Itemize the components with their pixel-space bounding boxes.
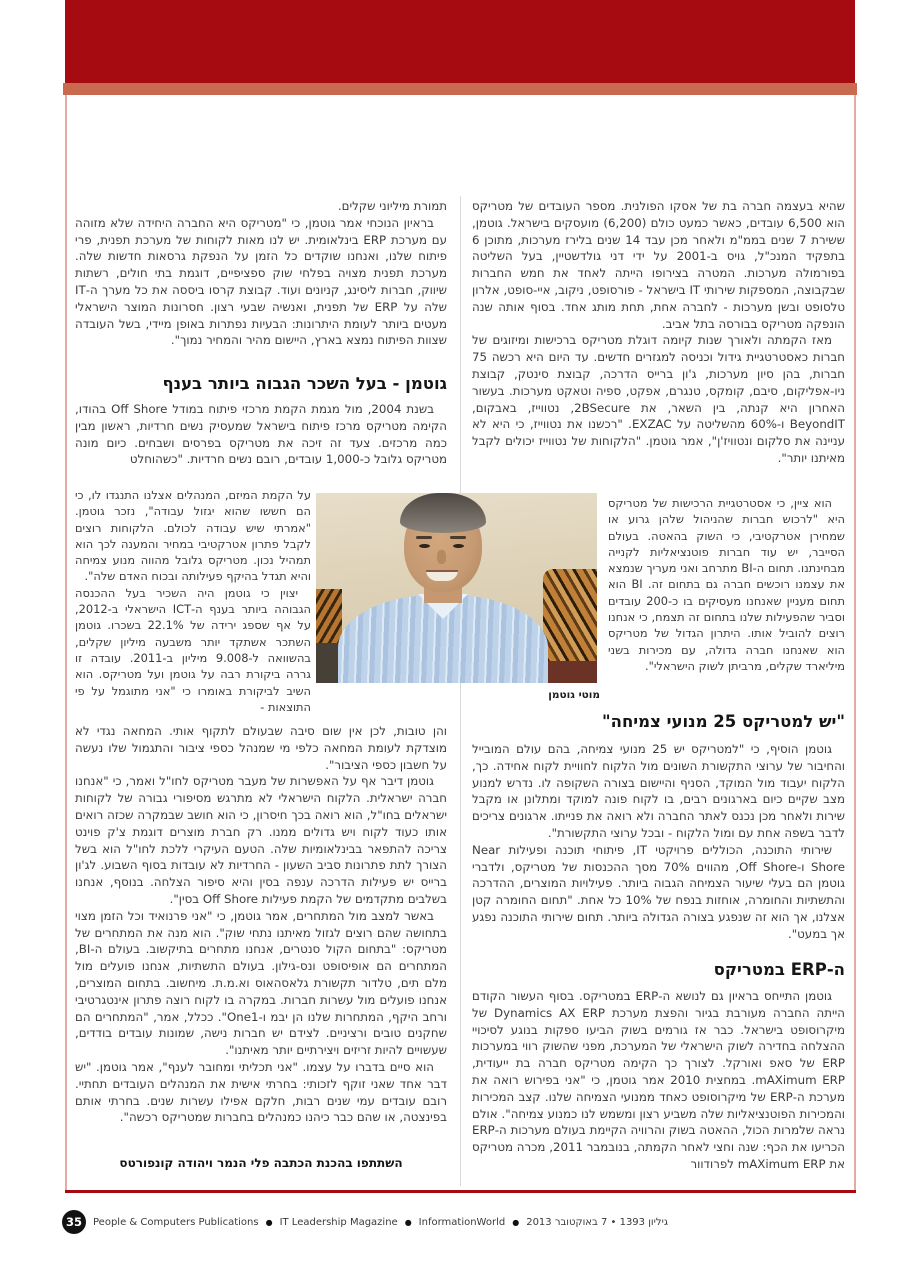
portrait-nose (437, 550, 446, 564)
left-paragraph-2: בראיון הנוכחי אמר גוטמן, כי "מטריקס היא החברה היחידה שלא מזוהה עם מערכת ERP בינלאומית. יש לנו מאות לקוחות של מערכת תפנית, פרי פיתוח שלנו, ואנחנו שוקדים כל הזמן על הנפקת גרסאות חדשות שלה. מערכת תפנית מצויה בפלחי שוק ספציפיים, דוגמת בתי חולים, רשתות שיווק, חברות ליסינג, קניונים ועוד. קבוצת קרסו ביססה את כל מערך ה-IT שלה על ERP של תפנית, ואנשיה שבעי רצון. חסרונות המוצר הישראלי מעטים ביותר לעומת היתרונות: הבעיות נפתרות באופן מיידי, בשל העובדה שצוות הפיתוח נמצא בארץ, היישום מהיר והמחיר נמוך". (75, 215, 447, 348)
left-paragraph-6: גוטמן דיבר אף על האפשרות של מעבר מטריקס לחו"ל ואמר, כי "אנחנו חברה ישראלית. הלקוח הישראלי לא מתרגש מסיפורי גבורה של לקוחות ישראלים בחו"ל, הוא רואה בכך חיסרון, כי הוא חושב שבמקרה שכזה רואים אותו כעוד לקוח ויש גדולים ממנו. רק חברת מוצרים דוגמת צ'ק פוינט צריכה להתפאר בבינלאומיות שלה. הטעם העיקרי ללכת לחו"ל הוא בשל הצורך לתת פתרונות סביב השעון - החרדיות לא עובדות בסוף השבוע. לג'ון ברייס יש פעילות הדרכה ענפה בסין והיא סיפור הצלחה. בנוסף, אנחנו בשלבים מתקדמים של הקמת פעילות Off Shore בסין". (75, 774, 447, 906)
photo-caption: מוטי גוטמן (548, 689, 600, 701)
portrait-eye-right (453, 544, 464, 548)
left-column-lower-block (75, 723, 447, 1153)
footer-bullet-icon: ● (265, 1217, 273, 1227)
right-paragraph-2: מאז הקמתה ולאורך שנות קיומה דוגלת מטריקס ברכישות ומיזוגים של חברות כאסטרטגיית גידול וכניסה למגזרים חדשים. עד היום היא רכשה 75 חברות, בהן סיון מערכות, ג'ון ברייס הדרכה, קבוצת סינטק, קבוצת ניו-אפליקום, סיבם, קומקס, טנגרם, אפקט, ספיה וטאקט מערכות. בעשור האחרון היא קנתה, בין השאר, את 2BSecure, נטווייז, באבקום, BeyondIT ו-60% מהשליטה על EXZAC. "רכשנו את נטווייז, כי היא לא עניינה את סלקום ונטוויז'ן", אמר גוטמן. "הלקוחות של נטווייז יכולים לקבל מאיתנו יותר". (472, 333, 845, 465)
left-column-narrow-block (75, 487, 311, 721)
left-paragraph-1: תמורת מיליוני שקלים. (337, 199, 447, 213)
right-column-intro-block (472, 198, 845, 490)
left-column-intro-block (75, 198, 447, 370)
left-column-wide-block (75, 401, 447, 485)
portrait-eyebrow-right (450, 536, 466, 539)
top-orange-strip (63, 83, 857, 95)
left-paragraph-5: והן טובות, לכן אין שום סיבה שבעולם לתקוף אותי. המחאה נגדי לא מוצדקת לעומת המחאה כלפי מי שמנהל כספי ציבור והתגמול שלו נעשה על חשבון כספי הציבור". (75, 724, 447, 772)
right-paragraph-3: הוא ציין, כי אסטרטגיית הרכישות של מטריקס היא "לרכוש חברות שהניהול שלהן גרוע או שמחירן אטרקטיבי, כי השוק בהאטה. בעולם הסייבר, יש עוד חברות פוטנציאליות לקנייה מבחינתנו. תחום ה-BI מתרחב ואני מעריך שנמצא את עצמנו רוכשים חברה גם בתחום זה. BI הוא תחום מעניין שאנחנו מעסיקים בו כ-200 עובדים וסביר שהפעילות שלנו בתחום זה תצמח, כי אנחנו רוצים להוביל אותו. היתרון הגדול של מטריקס הוא שאנחנו חברה גדולה, עם מכירות בשני מיליארד שקלים, מרביתן לשוק הישראלי". (608, 496, 845, 673)
footer-bullet-icon: ● (512, 1217, 520, 1227)
left-paragraph-4-narrow: יצוין כי גוטמן היה השכיר בעל ההכנסה הגבוהה ביותר בענף ה-ICT הישראלי ב-2012, על אף שספג ירידה של 22.1% בשכרו. גוטמן השתכר אשתקד יותר משבעה מיליון שקלים, בהשוואה ל-9.008 מיליון ב-2011. עובדה זו גררה ביקורת רבה על גוטמן ועל מטריקס. הוא השיב לביקורת באומרו כי "אני מתוגמל על פי התוצאות - (75, 585, 311, 714)
page-footer (62, 1210, 668, 1234)
footer-issue-date: גיליון 1393 • 7 באוקטובר 2013 (526, 1216, 668, 1228)
right-column-erp-block (472, 988, 845, 1184)
footer-brand: InformationWorld (418, 1216, 506, 1228)
left-paragraph-8: הוא סיים בדברו על עצמו. "אני תכליתי ומחובר לענף", אמר גוטמן. "יש דבר אחד שאני זוקף לזכותי: בחרתי אישית את המנהלים העובדים תחתיי. רובם עובדים עמי שנים רבות, חלקם אפילו עשרות שנים. בחרתי אותם בפינצטה, או שהם כבר כיהנו כמנהלים בחברות שמטריקס רכשה". (75, 1059, 447, 1125)
footer-bullet-icon: ● (404, 1217, 412, 1227)
right-paragraph-6: גוטמן התייחס בראיון גם לנושא ה-ERP במטריקס. בסוף העשור הקודם הייתה החברה מעורבת בגיור והפצת מערכת Dynamics AX ERP של מיקרוסופט בישראל. כבר אז גורמים בשוק הביעו ספקות בנוגע לסיכויי ההצלחה בחדירה לשוק הישראלי של המערכת, מפני שהשוק רווי במערכות ERP של סאפ ואורקל. לצורך כך הקימה מטריקס חברה בת ייעודית, mAXimum ERP. במחצית 2010 אמר גוטמן, כי "אני בפירוש רואה את מערכת ה-ERP של מיקרוסופט כאחד ממנועי הצמיחה שלנו. קצב המכירות והמכירות הפוטנציאליות שלה משביע רצון ומשמש לנו כמנוע צמיחה". אולם נראה שלמרות הכול, ההאטה בשוק והרוויה הקיימת בעולם מערכות ה-ERP הכריעו את הכף: שנה וחצי לאחר הקמתה, בנובמבר 2011, מכרה מטריקס את mAXimum ERP לפרודוור (472, 989, 845, 1171)
right-paragraph-5: שירותי התוכנה, הכוללים פרויקטי IT, פיתוחי תוכנה ופעילות Near Shore ו-Off Shore, מהווים 70% מסך ההכנסות של מטריקס, ולדברי גוטמן הם בעלי שיעור הצמיחה הגבוה ביותר. פעילויות המוצרים, ההדרכה והתשתיות והחומרה, אוחזות בנפח של 10% כל אחת. "תחום החומרה קטן אצלנו, אך הוא זה שנפגע בצורה הגדולה ביותר. תחום שירותי התוכנה נפגע אך במעט". (472, 842, 845, 941)
left-page-border-line (65, 95, 67, 1191)
section-heading-growth-engines: "יש למטריקס 25 מנועי צמיחה" (602, 712, 845, 731)
footer-magazine: IT Leadership Magazine (279, 1216, 398, 1228)
right-paragraph-1: שהיא בעצמה חברה בת של אסקו הפולנית. מספר העובדים של מטריקס הוא 6,500 עובדים, כאשר כמעט כולם (6,200) מועסקים בישראל. גוטמן, ששירת 7 שנים בממ"מ ולאחר מכן עבד 14 שנים בלירז מערכות, מתוכן 6 בתפקיד המנכ"ל, גויס ב-2001 על ידי דני גולדשטיין, בעל השליטה בפורמולה מערכות. המטרה בצירופו הייתה לאחד את חמש החברות שבקבוצה, המספקות שירותי IT בישראל - פורסופט, ניקוב, איי-סופט, אלרון טלסופט ובשן מערכות - לחברה אחת, תחת מותג אחד. בסוף אותה שנה הונפקה מטריקס בבורסה בתל אביב. (472, 199, 845, 331)
right-page-border-line (854, 95, 856, 1191)
right-paragraph-4: גוטמן הוסיף, כי "למטריקס יש 25 מנועי צמיחה, בהם עולם המובייל והחיבור של ערוצי התקשורת השונים מול הלקוח לחוויית לקוח אחידה. כך, הלקוח יעבוד מול המוקד, הסניף והיישום בצורה השקופה לו. נדרש למנוע מצב שקיים כיום בארגונים רבים, בו לקוח פונה למוקד ומתלונן או מקבל שירות ולאחר מכן נכנס לאתר החברה ולא רואה את פנייתו. ארגונים צריכים לדבר בשפה אחת עם ומול הלקוח - ובכל ערוצי התקשורת". (472, 742, 845, 840)
column-divider-line (460, 196, 461, 1186)
portrait-eyebrow-left (416, 536, 432, 539)
portrait-photo (316, 493, 597, 683)
article-byline: השתתפו בהכנת הכתבה פלי הנמר ויהודה קונפורטס (119, 1156, 403, 1170)
right-column-narrow-block (608, 495, 845, 695)
section-heading-salary: גוטמן - בעל השכר הגבוה ביותר בענף (162, 374, 447, 393)
left-paragraph-3-wide: בשנת 2004, מול מגמת הקמת מרכזי פיתוח במודל Off Shore בהודו, הקימה מטריקס מרכז פיתוח בישראל שמעסיק נשים חרדיות, ראשון מבין כמה מרכזים. צעד זה זיכה את מטריקס בפרסים ושבחים. כיום מונה מטריקס גלובל כ-1,000 עובדים, רובם נשים חרדיות. "כשהוחלט (75, 402, 447, 467)
section-heading-erp: ה-ERP במטריקס (713, 960, 845, 979)
photo-dark-corner-right (543, 661, 597, 683)
right-column-growth-block (472, 741, 845, 959)
left-paragraph-3-narrow: על הקמת המיזם, המנהלים אצלנו התנגדו לו, כי הם חששו שהוא יגזול עבודה", נזכר גוטמן. "אמרתי שיש עבודה לכולם. הלקוחות רוצים לקבל פתרון אטרקטיבי במחיר והמענה לכך הוא תמהיל נכון. מטריקס גלובל מהווה מנוע צמיחה והיא תגדל בהיקף פעילותה ובכוח האדם שלה". (75, 488, 311, 584)
page-number-badge: 35 (62, 1210, 86, 1234)
footer-publisher: People & Computers Publications (93, 1216, 259, 1228)
bottom-red-rule (65, 1190, 856, 1193)
portrait-eye-left (419, 544, 430, 548)
left-paragraph-7: באשר למצב מול המתחרים, אמר גוטמן, כי "אני פרנואיד וכל הזמן מצוי בתחושה שהם רוצים לגזול מאיתנו נתחי שוק". הוא מנה את המתחרים של מטריקס: "בתחום הקול סנטרים, אנחנו מתחרים בתיקשוב. בעולם ה-BI, המתחרים הם אופיסופט ונס-גילון. בעולם התשתיות, אנחנו פועלים מול מלם תים, טלדור תקשורת גלאסהאוס וא.מ.ת. מיחשוב. בתחום המוצרים, אנחנו פועלים מול עשרות חברות. במקרה בו לקוח רוצה פתרון אינטגרטיבי ורחב היקף, המתחרות שלנו הן יבמ ו-One1". ככלל, אמר, "המתחרים הם שחקנים טובים ורציניים. לצידם יש חברות נישה, שמונות עובדים בודדים, שעשויים להיות זריזים ויצירתיים יותר מאיתנו". (75, 908, 447, 1058)
top-red-banner (65, 0, 855, 83)
